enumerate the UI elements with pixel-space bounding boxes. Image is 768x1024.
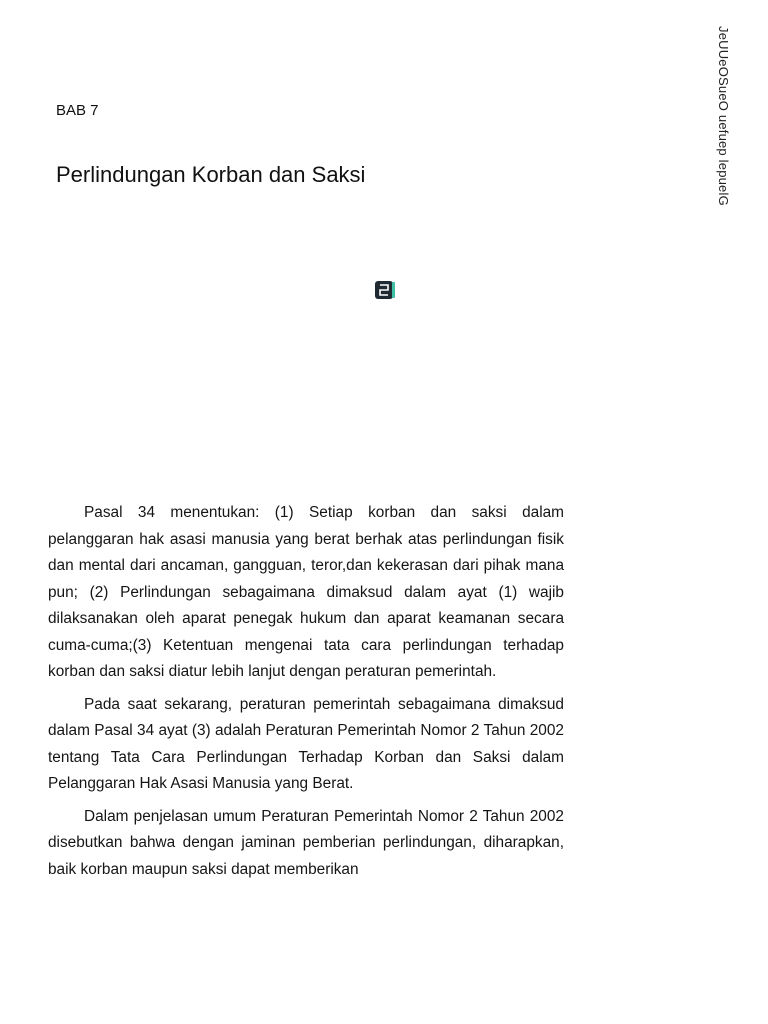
- paragraph: Pasal 34 menentukan: (1) Setiap korban dan saksi dalam pelanggaran hak asasi manusia yang berat berhak atas perlindungan fisik dan mental dari ancaman, gangguan, teror,dan kekerasan dari pihak mana pun; (2) Perlindungan sebagaimana dimaksud dalam ayat (1) wajib dilaksanakan oleh aparat penegak hukum dan aparat keamanan secara cuma-cuma;(3) Ketentuan mengenai tata cara perlindungan terhadap korban dan saksi diatur lebih lanjut dengan peraturan pemerintah.: [48, 504, 564, 680]
- paragraph: Pada saat sekarang, peraturan pemerintah sebagaimana dimaksud dalam Pasal 34 ayat (3) adalah Peraturan Pemerintah Nomor 2 Tahun 2002 tentang Tata Cara Perlindungan Terhadap Korban dan Saksi dalam Pelanggaran Hak Asasi Manusia yang Berat.: [48, 695, 564, 792]
- chapter-title: Perlindungan Korban dan Saksi: [56, 162, 366, 187]
- book-logo-graphic: [375, 281, 395, 299]
- chapter-label: BAB 7: [56, 102, 99, 119]
- paragraph: Dalam penjelasan umum Peraturan Pemerintah Nomor 2 Tahun 2002 disebutkan bahwa dengan jaminan pemberian perlindungan, diharapkan, baik korban maupun saksi dapat memberikan: [48, 807, 564, 878]
- body-text: [48, 500, 564, 889]
- book-logo-icon: [375, 281, 395, 299]
- rotated-margin-text: JeUUeOSueO uefuep lepuelG: [716, 26, 731, 206]
